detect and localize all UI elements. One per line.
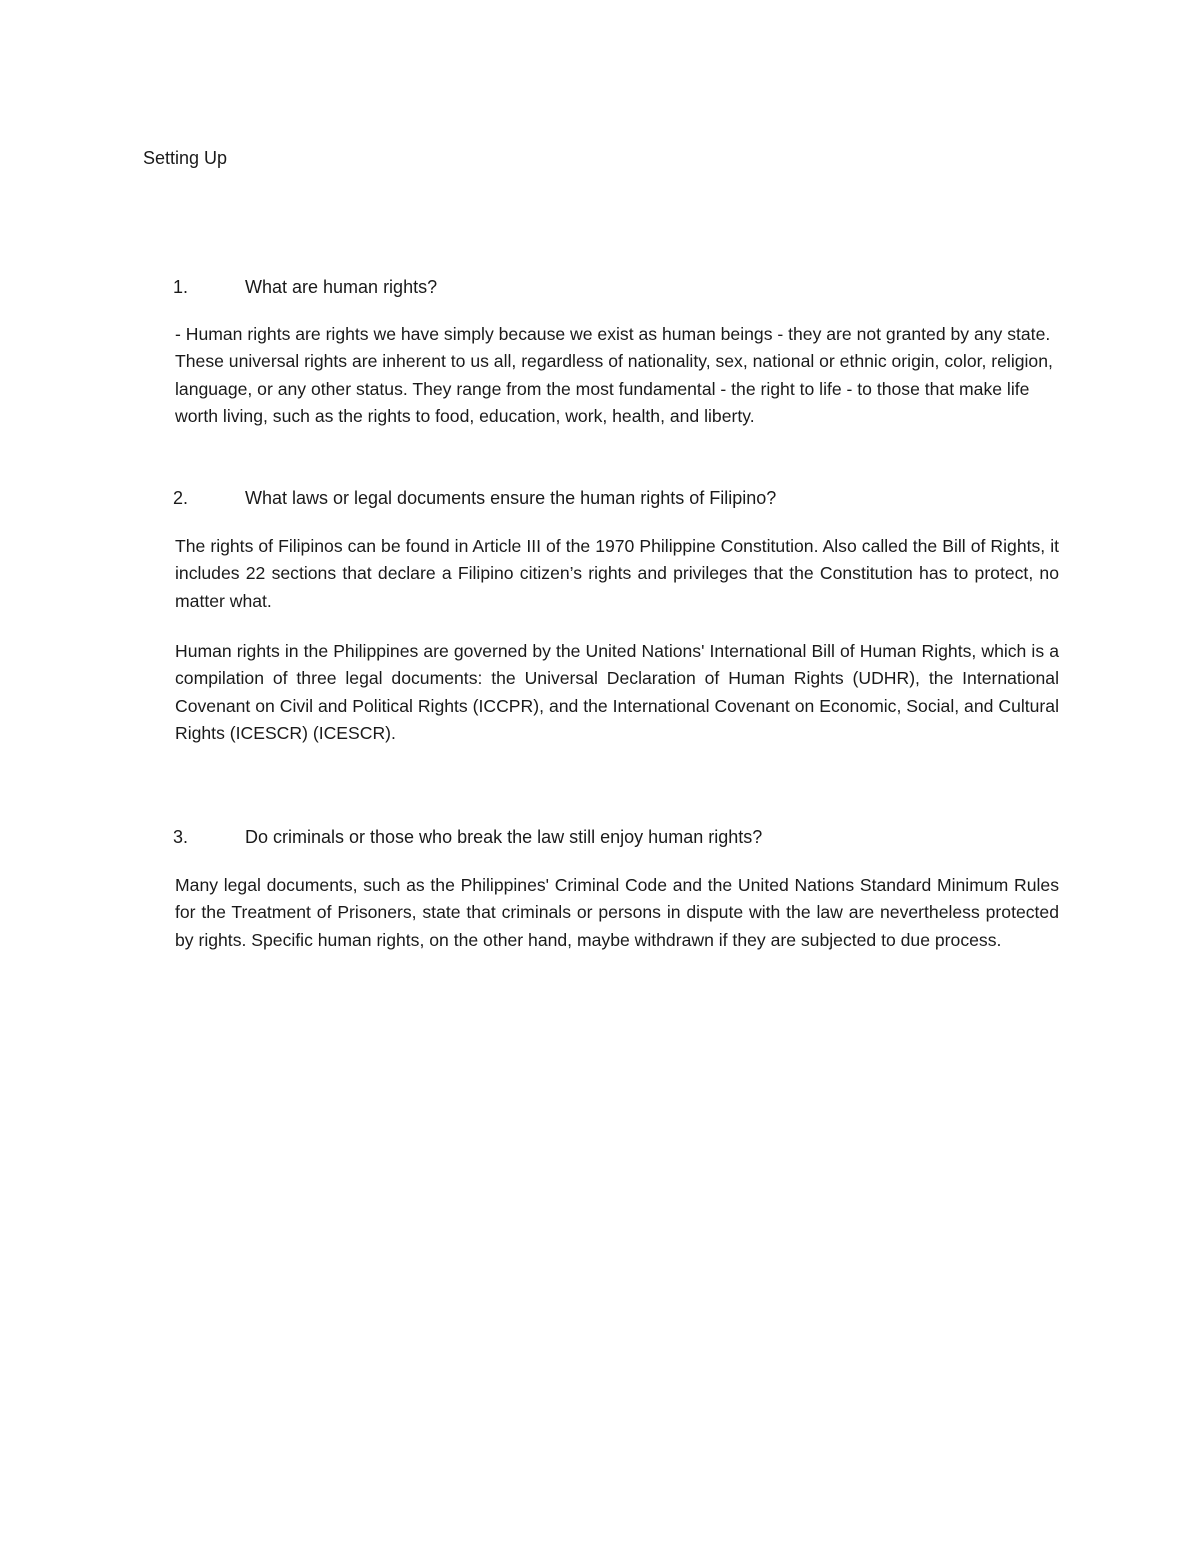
question-number: 1. bbox=[173, 277, 189, 297]
answer-2-paragraph-2: Human rights in the Philippines are governed by the United Nations' International Bill of Human Rights, which is a compilation of three legal documents: the Universal Declaration of Human Rights (UDHR), the International Covenant on Civil and Political Rights (ICCPR), and the International Covenant on Economic, Social, and Cultural Rights (ICESCR) (ICESCR). bbox=[175, 641, 1059, 743]
question-text: What are human rights? bbox=[245, 277, 438, 297]
question-number: 3. bbox=[173, 827, 189, 847]
question-3 bbox=[173, 825, 762, 849]
question-1 bbox=[173, 275, 437, 299]
question-text: Do criminals or those who break the law still enjoy human rights? bbox=[245, 827, 763, 847]
question-2 bbox=[173, 486, 776, 510]
question-number: 2. bbox=[173, 488, 189, 508]
answer-2-paragraph-1: The rights of Filipinos can be found in Article III of the 1970 Philippine Constitution. Also called the Bill of Rights, it includes 22 sections that declare a Filipino citizen’s rights and privileges that the Constitution has to protect, no matter what. bbox=[175, 536, 1059, 611]
answer-1-paragraph-1: - Human rights are rights we have simply because we exist as human beings - they are not granted by any state. These universal rights are inherent to us all, regardless of nationality, sex, national or ethnic origin, color, religion, language, or any other status. They range from the most fundamental - the right to life - to those that make life worth living, such as the rights to food, education, work, health, and liberty. bbox=[175, 324, 1053, 426]
answer-3-paragraph-1: Many legal documents, such as the Philippines' Criminal Code and the United Nations Standard Minimum Rules for the Treatment of Prisoners, state that criminals or persons in dispute with the law are nevertheless protected by rights. Specific human rights, on the other hand, maybe withdrawn if they are subjected to due process. bbox=[175, 875, 1059, 950]
question-text: What laws or legal documents ensure the human rights of Filipino? bbox=[245, 488, 777, 508]
document-title: Setting Up bbox=[143, 148, 228, 168]
